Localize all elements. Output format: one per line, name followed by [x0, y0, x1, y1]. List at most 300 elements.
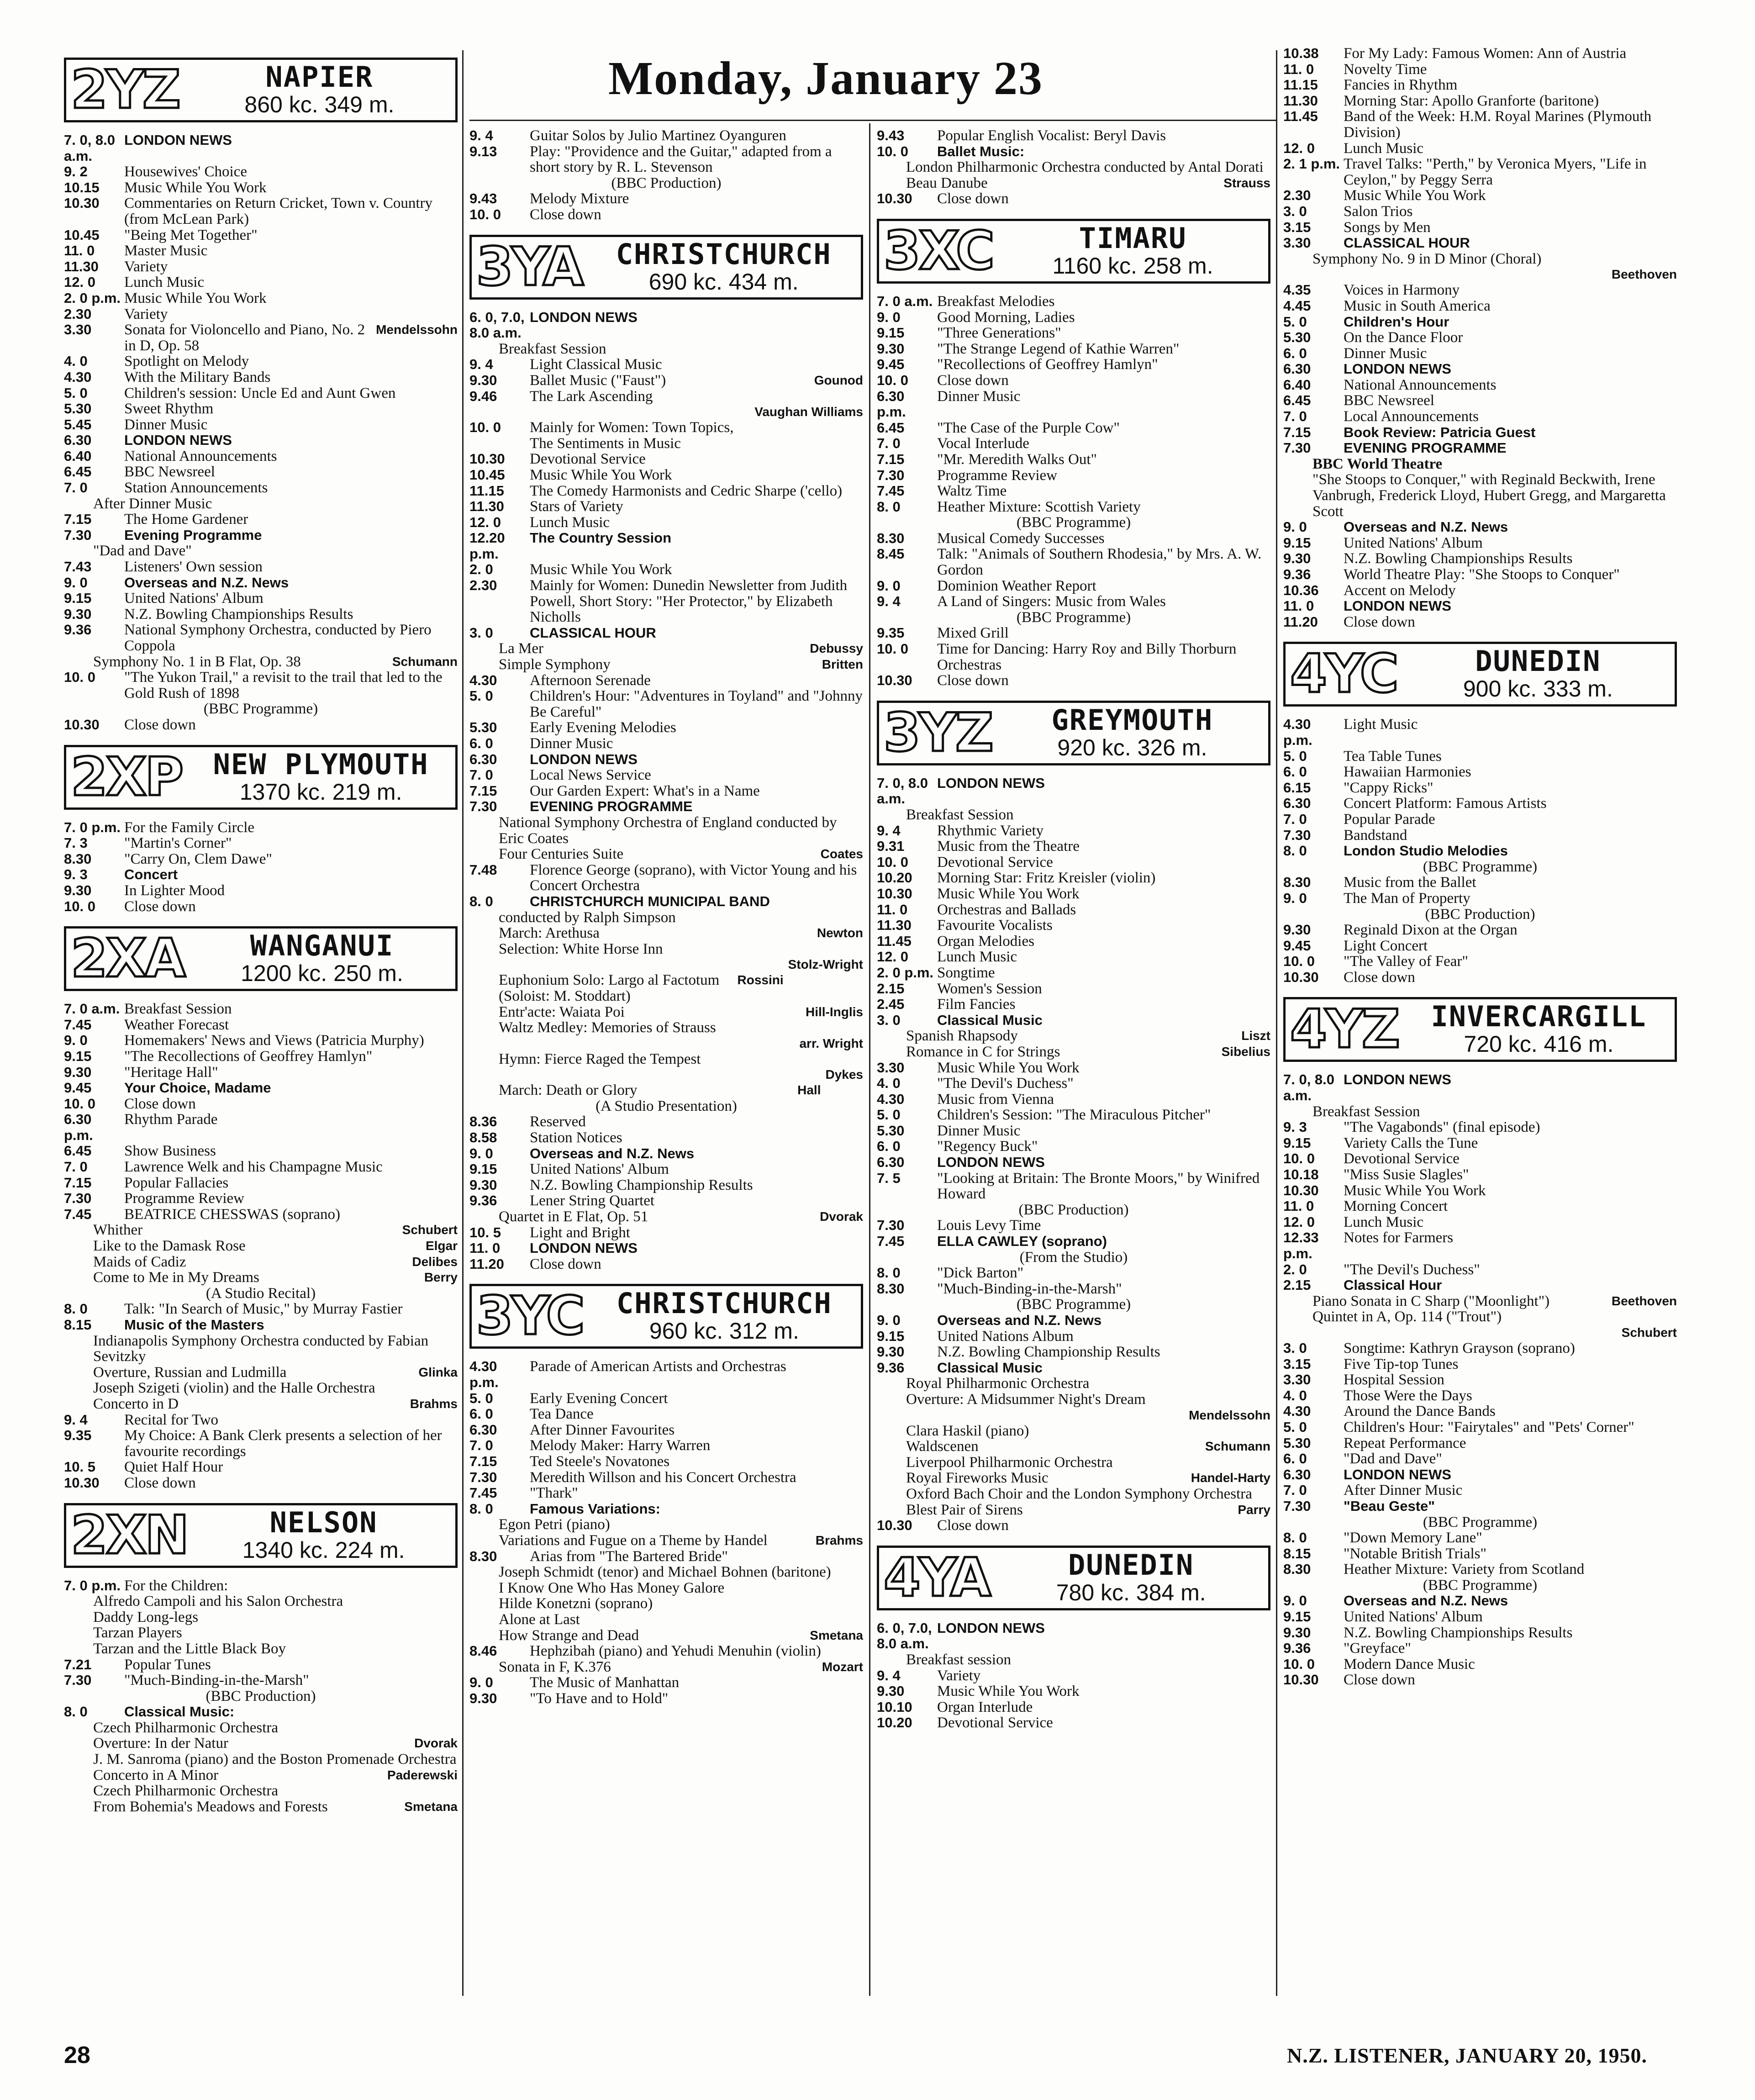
programme-item: [877, 625, 1270, 641]
station-callsign: 2XP: [71, 746, 182, 808]
programme-title: [1344, 780, 1677, 796]
programme-text: "Much-Binding-in-the-Marsh": [124, 1672, 309, 1689]
detail-text: Tarzan Players: [93, 1625, 182, 1641]
programme-title: [937, 1171, 1270, 1202]
programme-title: [1344, 1356, 1677, 1372]
programme-text: "Much-Binding-in-the-Marsh": [937, 1280, 1122, 1297]
programme-item: [469, 1406, 863, 1422]
programme-item: [877, 1620, 1270, 1652]
programme-text: LONDON NEWS: [937, 1154, 1045, 1171]
programme-item: [64, 1159, 458, 1175]
programme-detail: [469, 815, 863, 846]
programme-text: Variety Calls the Tune: [1344, 1134, 1478, 1151]
programme-title: [124, 528, 458, 543]
programme-title: [937, 420, 1270, 436]
programme-text: Morning Star: Apollo Granforte (baritone): [1344, 92, 1599, 109]
programme-text: Dinner Music: [937, 1122, 1021, 1139]
composer: Delibes: [412, 1254, 458, 1269]
station-header: [64, 1503, 458, 1568]
programme-text: Film Fancies: [937, 996, 1016, 1013]
programme-item: [64, 464, 458, 480]
detail-text: Blest Pair of Sirens: [906, 1501, 1023, 1518]
programme-detail: [877, 175, 1270, 191]
programme-detail: [64, 1736, 458, 1752]
composer: Smetana: [810, 1628, 863, 1642]
programme-item: [1283, 922, 1677, 938]
programme-item: [64, 274, 458, 290]
programme-text: Lener String Quartet: [530, 1192, 655, 1209]
detail-text: Sonata in F, K.376: [499, 1658, 611, 1675]
programme-title: [1344, 796, 1677, 812]
programme-item: [877, 452, 1270, 468]
programme-detail: [64, 1396, 458, 1412]
programme-time: 6.40: [1283, 376, 1311, 393]
programme-detail: [1283, 859, 1677, 875]
programme-text: Classical Hour: [1344, 1277, 1442, 1293]
programme-text: Hephzibah (piano) and Yehudi Menuhin (violin): [530, 1643, 821, 1660]
programme-time: 11. 0: [469, 1240, 501, 1256]
programme-detail: [469, 1596, 863, 1612]
programme-item: [1283, 204, 1677, 220]
programme-text: Music While You Work: [124, 290, 267, 306]
programme-title: [530, 191, 863, 207]
programme-time: 12. 0: [1283, 1214, 1315, 1230]
programme-text: "Martin's Corner": [124, 835, 232, 852]
programme-time: 6.30: [877, 1154, 905, 1171]
programme-title: [1344, 1262, 1677, 1278]
detail-text: Daddy Long-legs: [93, 1609, 199, 1625]
programme-text: The Lark Ascending: [530, 388, 653, 405]
programme-item: [877, 1344, 1270, 1360]
programme-time: 7.30: [1283, 827, 1311, 843]
programme-text: Melody Maker: Harry Warren: [530, 1437, 711, 1454]
programme-item: [877, 641, 1270, 673]
programme-title: [937, 1360, 1270, 1376]
programme-detail: [64, 1222, 458, 1238]
programme-time: 5.30: [64, 401, 92, 417]
station-header: [64, 745, 458, 810]
programme-time: 7.21: [64, 1656, 92, 1673]
programme-text: Early Evening Melodies: [530, 719, 676, 736]
programme-title: [1344, 567, 1677, 583]
programme-time: 2.30: [469, 577, 497, 594]
programme-item: [64, 448, 458, 464]
programme-item: [1283, 954, 1677, 970]
programme-item: [877, 546, 1270, 578]
programme-title: [937, 373, 1270, 389]
programme-item: [469, 1485, 863, 1501]
detail-text: Joseph Szigeti (violin) and the Halle Orchestra: [93, 1380, 375, 1397]
programme-item: [64, 622, 458, 654]
composer: Dvorak: [820, 1209, 863, 1224]
programme-title: [530, 515, 863, 531]
programme-item: [64, 717, 458, 733]
programme-detail: [1283, 1325, 1677, 1340]
programme-text: Louis Levy Time: [937, 1217, 1041, 1234]
programme-time: 4. 0: [64, 353, 88, 369]
programme-detail: [877, 1486, 1270, 1502]
programme-title: [937, 673, 1270, 689]
programme-time: 7. 0 p.m.: [64, 1577, 121, 1593]
programme-item: [469, 420, 750, 451]
programme-text: Listeners' Own session: [124, 559, 263, 575]
programme-text: Your Choice, Madame: [124, 1080, 271, 1096]
programme-text: "Mr. Meredith Walks Out": [937, 451, 1097, 468]
programme-time: 10. 0: [64, 669, 95, 686]
programme-time: 7. 0: [877, 435, 901, 452]
programme-item: [1283, 1483, 1677, 1498]
composer: Brahms: [410, 1396, 458, 1411]
programme-title: [1344, 954, 1677, 970]
programme-time: 7.30: [1283, 1498, 1311, 1514]
programme-item: [1283, 1198, 1677, 1214]
programme-item: [1283, 1262, 1677, 1278]
programme-detail: [64, 1609, 458, 1625]
programme-time: 7. 3: [64, 835, 88, 851]
programme-text: Hawaiian Harmonies: [1344, 764, 1471, 781]
programme-text: "The Vagabonds" (final episode): [1344, 1119, 1540, 1136]
programme-item: [1283, 77, 1677, 93]
programme-title: [124, 1175, 458, 1191]
programme-title: [530, 1406, 863, 1422]
programme-detail: [877, 610, 1270, 626]
programme-text: Lunch Music: [1344, 140, 1424, 157]
programme-item: [877, 1329, 1270, 1345]
programme-time: 9.45: [1283, 937, 1311, 954]
detail-text: Overture: A Midsummer Night's Dream: [906, 1391, 1146, 1408]
programme-item: [1283, 1072, 1677, 1103]
programme-time: 11. 0: [1283, 61, 1314, 77]
programme-title: [1344, 875, 1677, 891]
programme-title: [1344, 1372, 1677, 1388]
composer: Mendelssohn: [1189, 1408, 1270, 1422]
programme-item: [469, 310, 863, 341]
programme-detail: [64, 1333, 458, 1365]
programme-text: Music from Vienna: [937, 1091, 1054, 1108]
programme-text: LONDON NEWS: [124, 132, 232, 148]
programme-detail: [877, 1408, 1270, 1423]
detail-text: Breakfast Session: [499, 340, 606, 357]
programme-title: [937, 1668, 1270, 1684]
station-details: [586, 237, 861, 297]
programme-text: Classical Music:: [124, 1704, 235, 1720]
station-city: DUNEDIN: [1068, 1548, 1194, 1582]
station-city: NEW PLYMOUTH: [213, 747, 429, 781]
programme-time: 4. 0: [877, 1075, 901, 1092]
programme-text: Overseas and N.Z. News: [530, 1145, 695, 1161]
programme-title: [937, 1139, 1270, 1155]
programme-item: [1283, 1641, 1677, 1657]
detail-text: Beau Danube: [906, 174, 988, 191]
programme-text: Programme Review: [124, 1190, 245, 1207]
programme-item: [877, 420, 1270, 436]
programme-time: 9.30: [64, 1064, 92, 1080]
programme-text: Novelty Time: [1344, 61, 1427, 78]
programme-text: Close down: [124, 898, 196, 915]
station-header: [877, 219, 1270, 284]
programme-title: [1344, 1609, 1677, 1625]
programme-item: [1283, 425, 1677, 441]
detail-text: Concerto in D: [93, 1395, 179, 1412]
programme-item: [877, 1313, 1270, 1329]
programme-time: 10. 0: [469, 206, 501, 222]
detail-text: Overture, Russian and Ludmilla: [93, 1364, 287, 1381]
programme-text: National Symphony Orchestra, conducted by Piero Coppola: [124, 622, 432, 654]
programme-time: 10.10: [877, 1699, 912, 1715]
programme-text: Music While You Work: [124, 179, 267, 196]
programme-text: Accent on Melody: [1344, 582, 1456, 599]
programme-time: 10.18: [1283, 1166, 1319, 1183]
programme-detail: [469, 1517, 863, 1533]
programme-title: [530, 389, 863, 405]
programme-item: [877, 1092, 1270, 1108]
programme-time: 8. 0: [1283, 843, 1307, 859]
detail-text: Joseph Schmidt (tenor) and Michael Bohnen (baritone): [499, 1564, 831, 1581]
programme-text: Reserved: [530, 1113, 586, 1130]
programme-detail: [469, 1067, 863, 1082]
programme-time: 7.15: [469, 782, 497, 799]
programme-title: [937, 1076, 1270, 1092]
programme-time: 11.20: [1283, 613, 1318, 630]
detail-text: (BBC Production): [1018, 1201, 1129, 1218]
programme-item: [469, 625, 863, 641]
programme-time: 9.36: [469, 1192, 497, 1209]
programme-time: 7. 5: [877, 1170, 901, 1186]
programme-title: [1344, 377, 1677, 393]
station-callsign: 2XA: [71, 928, 184, 990]
programme-item: [877, 934, 1270, 950]
programme-item: [877, 1683, 1270, 1699]
programme-time: 9. 0: [64, 1032, 88, 1049]
programme-time: 6. 0: [1283, 1451, 1307, 1467]
programme-text: Early Evening Concert: [530, 1390, 668, 1407]
programme-title: [1344, 425, 1677, 441]
programme-title: [124, 1143, 458, 1159]
programme-text: EVENING PROGRAMME: [1344, 440, 1507, 456]
detail-text: Quintet in A, Op. 114 ("Trout"): [1312, 1309, 1502, 1325]
programme-item: [64, 835, 458, 851]
programme-title: [1344, 1198, 1677, 1214]
station-header: [64, 58, 458, 122]
programme-title: [530, 1130, 863, 1146]
station-details: [192, 1505, 455, 1566]
programme-title: [937, 578, 1270, 594]
programme-text: Voices in Harmony: [1344, 282, 1460, 299]
detail-text: Royal Philharmonic Orchestra: [906, 1375, 1090, 1392]
programme-detail: [1283, 1104, 1677, 1120]
programme-text: Dominion Weather Report: [937, 577, 1096, 594]
programme-text: "Regency Buck": [937, 1138, 1038, 1155]
programme-title: [1344, 519, 1677, 535]
programme-item: [469, 1193, 863, 1209]
detail-text: Royal Fireworks Music: [906, 1470, 1049, 1487]
programme-text: Light Music: [1344, 716, 1418, 733]
programme-item: [64, 243, 458, 259]
programme-detail: [469, 1580, 863, 1596]
programme-title: [530, 562, 863, 578]
programme-time: 5.45: [64, 416, 92, 433]
programme-title: [937, 823, 1270, 839]
programme-item: [64, 227, 458, 243]
programme-detail: [469, 1628, 863, 1644]
programme-text: Devotional Service: [937, 854, 1053, 871]
station-callsign: 2XN: [71, 1504, 188, 1566]
programme-text: Dinner Music: [1344, 345, 1427, 362]
programme-time: 6.30: [469, 1421, 497, 1438]
programme-item: [877, 855, 1270, 871]
programme-title: [530, 499, 863, 515]
detail-text: Alone at Last: [499, 1611, 580, 1628]
programme-title: [1344, 93, 1677, 109]
programme-item: [1283, 614, 1677, 630]
programme-title: [1344, 938, 1677, 954]
programme-title: [530, 1675, 863, 1691]
programme-text: LONDON NEWS: [530, 309, 638, 325]
programme-text: Time for Dancing: Harry Roy and Billy Thorburn Orchestras: [937, 641, 1237, 673]
composer: Dvorak: [414, 1736, 458, 1751]
programme-time: 8. 0: [64, 1704, 88, 1720]
programme-title: [530, 720, 863, 736]
programme-item: [64, 132, 458, 164]
programme-title: [1344, 1404, 1677, 1419]
column-1: [64, 46, 458, 1815]
programme-item: [877, 981, 1270, 997]
programme-title: [937, 839, 1270, 855]
programme-time: 9. 4: [469, 127, 493, 143]
programme-title: [1344, 749, 1677, 765]
programme-item: [1283, 346, 1677, 362]
programme-item: [877, 886, 1270, 902]
programme-time: 9.45: [877, 356, 905, 373]
programme-detail: [469, 1659, 863, 1675]
programme-text: Breakfast Melodies: [937, 293, 1055, 310]
programme-title: [124, 401, 458, 417]
programme-title: [937, 870, 1270, 886]
programme-item: [64, 1143, 458, 1159]
programme-item: [64, 591, 458, 607]
programme-item: [877, 997, 1270, 1013]
programme-item: [877, 389, 1270, 420]
programme-title: [937, 144, 1270, 160]
title-rule: [469, 120, 1276, 121]
programme-detail: [64, 654, 458, 670]
detail-text: Symphony No. 1 in B Flat, Op. 38: [93, 653, 301, 670]
programme-item: [64, 1096, 458, 1112]
programme-item: [877, 870, 1270, 886]
programme-text: "Greyface": [1344, 1640, 1411, 1657]
programme-item: [877, 918, 1270, 934]
programme-text: Weather Forecast: [124, 1016, 229, 1033]
composer: Elgar: [425, 1239, 458, 1253]
programme-item: [1283, 1404, 1677, 1419]
programme-text: Five Tip-top Tunes: [1344, 1356, 1459, 1372]
composer: Newton: [817, 926, 863, 940]
programme-time: 7.15: [1283, 424, 1311, 440]
programme-text: Orchestras and Ballads: [937, 901, 1076, 918]
programme-detail: [469, 1082, 863, 1098]
programme-text: A Land of Singers: Music from Wales: [937, 593, 1166, 610]
programme-text: Close down: [124, 1095, 196, 1112]
programme-time: 11.30: [64, 258, 99, 274]
programme-text: LONDON NEWS: [530, 1240, 638, 1256]
programme-item: [1283, 1119, 1677, 1135]
composer: Coates: [820, 847, 863, 861]
programme-text: Light Concert: [1344, 937, 1428, 954]
programme-text: "To Have and to Hold": [530, 1690, 669, 1707]
programme-title: [1344, 62, 1677, 78]
programme-time: 7.45: [877, 483, 905, 499]
programme-title: [530, 1501, 863, 1517]
programme-text: "Three Generations": [937, 325, 1061, 342]
programme-text: Mixed Grill: [937, 625, 1009, 642]
programme-title: [937, 468, 1270, 484]
programme-time: 12.20 p.m.: [469, 530, 505, 562]
station-frequency: 900 kc. 333 m.: [1463, 676, 1613, 702]
programme-text: Close down: [124, 716, 196, 733]
programme-text: United Nations' Album: [1344, 1609, 1483, 1625]
programme-item: [469, 767, 863, 783]
programme-title: [1344, 220, 1677, 236]
programme-text: Modern Dance Music: [1344, 1656, 1475, 1673]
programme-item: [877, 1360, 1270, 1376]
programme-time: 10.30: [877, 672, 912, 689]
programme-text: Housewives' Choice: [124, 164, 247, 180]
programme-text: LONDON NEWS: [530, 751, 638, 767]
programme-time: 7.30: [877, 467, 905, 483]
programme-title: [530, 688, 863, 720]
programme-text: Music from the Ballet: [1344, 874, 1476, 891]
programme-time: 11.45: [877, 933, 912, 949]
programme-item: [64, 899, 458, 915]
programme-time: 4.30: [877, 1091, 905, 1107]
programme-detail: [877, 1423, 1270, 1439]
programme-text: The Home Gardener: [124, 511, 248, 528]
programme-time: 12. 0: [1283, 140, 1315, 156]
programme-item: [64, 1412, 458, 1428]
programme-text: Close down: [937, 190, 1009, 207]
station-details: [189, 929, 455, 989]
programme-item: [64, 559, 458, 575]
programme-time: 9. 4: [877, 1667, 901, 1683]
station-header: [877, 701, 1270, 765]
programme-text: Variety: [937, 1667, 981, 1684]
programme-item: [64, 1657, 458, 1673]
programme-time: 7. 0: [1283, 1482, 1307, 1498]
composer: Beethoven: [1611, 1293, 1677, 1308]
programme-text: "Being Met Together": [124, 227, 258, 243]
programme-title: [937, 965, 1270, 981]
programme-text: Waltz Time: [937, 483, 1007, 500]
station-frequency: 860 kc. 349 m.: [244, 92, 395, 117]
composer: Handel-Harty: [1191, 1471, 1270, 1485]
programme-item: [1283, 1340, 1617, 1356]
programme-text: Afternoon Serenade: [530, 672, 651, 689]
programme-text: The Comedy Harmonists and Cedric Sharpe ('cello): [530, 482, 843, 499]
programme-detail: [469, 925, 863, 941]
programme-time: 9. 0: [469, 1674, 493, 1691]
programme-text: Close down: [1344, 969, 1415, 986]
programme-title: [124, 306, 458, 322]
programme-item: [877, 294, 1270, 310]
programme-time: 8.30: [469, 1548, 497, 1564]
programme-time: 2. 0 p.m.: [877, 964, 934, 981]
programme-text: Mainly for Women: Dunedin Newsletter from Judith Powell, Short Story: "Her Protector," by Elizabeth Nicholls: [530, 577, 848, 626]
programme-item: [877, 1265, 1270, 1281]
programme-title: [124, 1001, 458, 1017]
programme-item: [1283, 891, 1677, 907]
programme-item: [1283, 298, 1677, 314]
programme-title: [1344, 1498, 1677, 1514]
